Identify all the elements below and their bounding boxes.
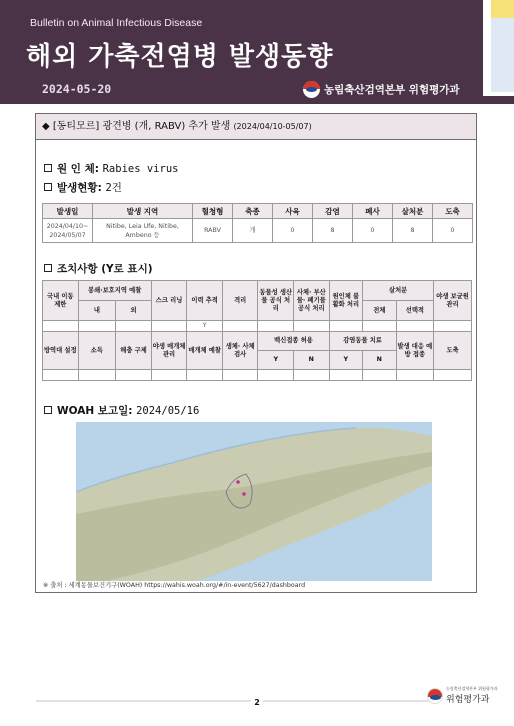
table-cell: RABV — [193, 219, 233, 243]
org-name: 농림축산검역본부 위험평가과 — [324, 83, 460, 96]
table-cell: 개 — [233, 219, 273, 243]
table-header-cell: 감염 — [313, 204, 353, 219]
pathogen-value: Rabies virus — [102, 163, 179, 175]
page-title: 해외 가축전염병 발생동향 — [26, 42, 334, 72]
topic-header — [36, 114, 476, 140]
topic-date-range: (2024/04/10-05/07) — [233, 122, 312, 131]
measure-cell — [294, 321, 330, 332]
source-footnote: ※ 출처 : 세계동물보건기구(WOAH) https://wahis.woah.org/#/in-event/5627/dashboard — [43, 582, 306, 589]
measure-cell — [78, 321, 116, 332]
measure-cell — [222, 321, 258, 332]
report-box — [35, 113, 477, 593]
woah-line — [44, 403, 199, 418]
measure-stamping-all: 전체 — [363, 301, 396, 321]
checkbox-square-icon — [44, 264, 52, 272]
measure-quarantine: 격리 — [222, 281, 258, 321]
measure-carcass: 사체· 부산물· 폐기물 공식 처리 — [294, 281, 330, 321]
woah-value: 2024/05/16 — [136, 405, 200, 417]
measure-trace: 이력 추적 — [187, 281, 223, 321]
measures-title: 조치사항 (Y로 표시) — [57, 263, 153, 275]
measure-cell — [329, 321, 362, 332]
measure-prevention-vacc: 발생 대응 예방 접종 — [396, 332, 434, 370]
bulletin-subtitle: Bulletin on Animal Infectious Disease — [30, 17, 203, 29]
table-cell: 8 — [393, 219, 433, 243]
measure-cell — [294, 370, 330, 381]
footer-org-small: 농림축산검역본부 위험평가과 — [446, 686, 498, 691]
agency-logo-icon — [303, 81, 320, 98]
measure-vacc-y: Y — [258, 351, 294, 370]
measure-cell — [43, 370, 79, 381]
measure-cell — [78, 370, 116, 381]
checkbox-square-icon — [44, 164, 52, 172]
measure-cell — [151, 370, 187, 381]
measure-vector-control: 방역대 설정 — [43, 332, 79, 370]
measure-stamping: 살처분 — [363, 281, 434, 301]
measure-diag: 생체· 사체 검사 — [222, 332, 258, 370]
outbreak-value: 2건 — [105, 182, 122, 194]
table-cell: 0 — [273, 219, 313, 243]
measure-trace-value: Y — [187, 321, 223, 332]
table-cell: 0 — [433, 219, 473, 243]
measure-wildlife-surv: 야생 매개체 관리 — [151, 332, 187, 370]
measures-heading — [44, 261, 153, 276]
measure-products: 동물성 생산물 공식 처리 — [258, 281, 294, 321]
org-brand — [303, 79, 460, 99]
measure-disinfection: 소독 — [78, 332, 116, 370]
measure-wildlife: 야생 보균원 관리 — [434, 281, 472, 321]
measure-stamping-selective: 선택적 — [396, 301, 434, 321]
table-header-cell: 축종 — [233, 204, 273, 219]
measure-slaughter: 도축 — [434, 332, 472, 370]
measure-outside: 외 — [116, 301, 152, 321]
footer-divider — [36, 700, 436, 702]
table-cell: 8 — [313, 219, 353, 243]
measure-containment: 봉쇄·보호지역 예찰 — [78, 281, 151, 301]
measure-pathogen-inactivation: 원인체 불활화 처리 — [329, 281, 362, 321]
outbreak-label: 발생현황: — [57, 182, 102, 194]
measure-cell — [329, 370, 362, 381]
measure-treat-y: Y — [329, 351, 362, 370]
outbreak-marker — [242, 492, 246, 496]
map-terrain — [76, 422, 432, 581]
table-header-cell: 발생일 — [43, 204, 93, 219]
outbreak-marker — [236, 480, 240, 484]
table-header-row — [43, 204, 473, 219]
measure-cell — [363, 370, 396, 381]
outbreak-table — [42, 203, 473, 243]
corner-tab-decoration — [483, 0, 514, 96]
woah-label: WOAH 보고일: — [57, 405, 133, 417]
checkbox-square-icon — [44, 406, 52, 414]
header-banner — [0, 0, 514, 104]
measure-cell — [434, 370, 472, 381]
measure-pest-control: 해충 구제 — [116, 332, 152, 370]
table-cell: 0 — [353, 219, 393, 243]
measure-cell — [258, 370, 294, 381]
outbreak-line — [44, 180, 122, 195]
checkbox-square-icon — [44, 183, 52, 191]
measure-inside: 내 — [78, 301, 116, 321]
measure-cell — [43, 321, 79, 332]
measure-cell — [396, 321, 434, 332]
pathogen-label: 원 인 체: — [57, 163, 99, 175]
bulletin-date: 2024-05-20 — [42, 82, 112, 96]
measure-treatment: 감염동물 치료 — [329, 332, 396, 351]
agency-logo-icon — [427, 688, 443, 704]
measure-surveillance: 매개체 예찰 — [187, 332, 223, 370]
measure-cell — [187, 370, 223, 381]
table-row — [43, 219, 473, 243]
measure-cell — [363, 321, 396, 332]
measure-domestic-move: 국내 이동 제한 — [43, 281, 79, 321]
measure-vacc-n: N — [294, 351, 330, 370]
measure-cell — [151, 321, 187, 332]
footer-org-text — [446, 686, 498, 705]
footer-org — [427, 686, 498, 705]
measure-vaccination: 백신접종 허용 — [258, 332, 329, 351]
measure-cell — [116, 321, 152, 332]
pathogen-line — [44, 161, 178, 176]
table-header-cell: 혈청형 — [193, 204, 233, 219]
topic-title: ◆ [동티모르] 광견병 (개, RABV) 추가 발생 — [42, 121, 231, 132]
page-number: 2 — [251, 697, 263, 709]
table-header-cell: 사육 — [273, 204, 313, 219]
measure-cell — [396, 370, 434, 381]
measure-cell — [258, 321, 294, 332]
measures-table — [42, 280, 472, 381]
measure-cell — [222, 370, 258, 381]
table-cell: Nitibe, Leia Ufe, Nitibe, Ambeno 등 — [93, 219, 193, 243]
measure-screening: 스크 리닝 — [151, 281, 187, 321]
measure-treat-n: N — [363, 351, 396, 370]
outbreak-map — [76, 422, 432, 581]
measure-cell — [116, 370, 152, 381]
footer-org-big: 위험평가과 — [446, 695, 490, 705]
table-header-cell: 살처분 — [393, 204, 433, 219]
table-header-cell: 폐사 — [353, 204, 393, 219]
table-header-cell: 도축 — [433, 204, 473, 219]
table-header-cell: 발생 지역 — [93, 204, 193, 219]
table-cell: 2024/04/10~ 2024/05/07 — [43, 219, 93, 243]
measure-cell — [434, 321, 472, 332]
